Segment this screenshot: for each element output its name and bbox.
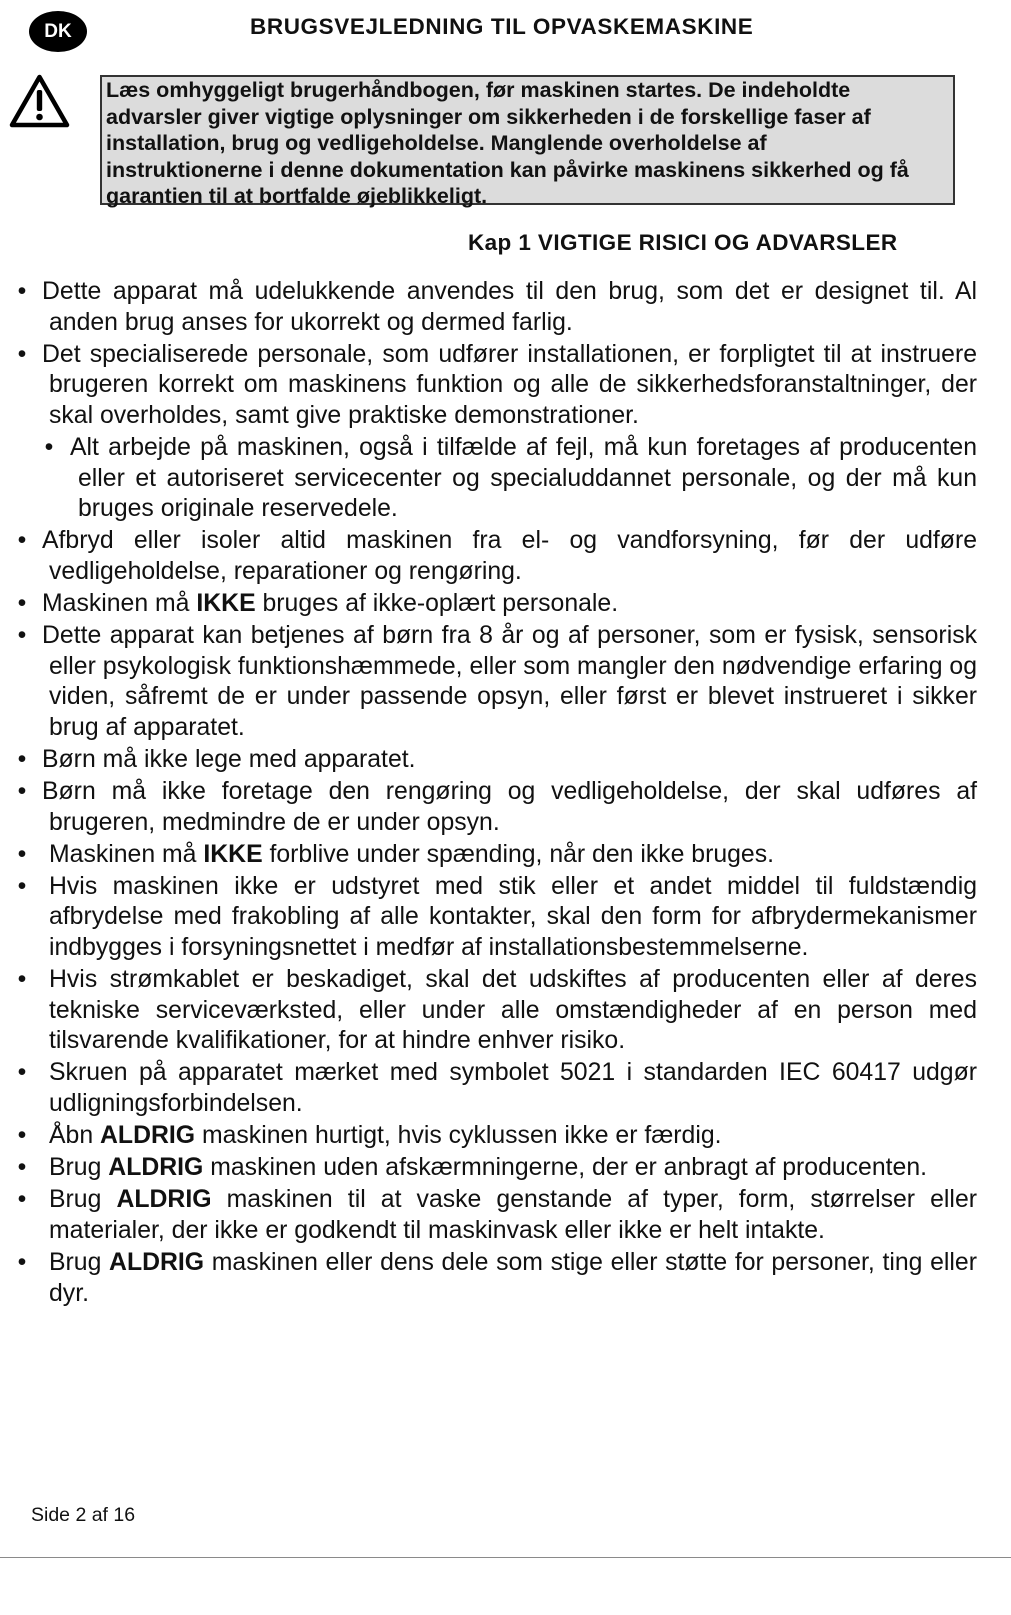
bullet: • <box>44 433 54 461</box>
warning-line: Læs omhyggeligt brugerhåndbogen, før maskinen startes. De indeholdte <box>106 78 851 102</box>
warning-line: garantien til at bortfalde øjeblikkeligt. <box>106 184 488 209</box>
item-text: Skruen på apparatet mærket med symbolet 5021 i standarden IEC 60417 udgør udligningsforbindelsen. <box>49 1059 977 1117</box>
item-text: Hvis maskinen ikke er udstyret med stik eller et andet middel til fuldstændig afbrydelse med frakobling af alle kontakter, skal den form for afbrydermekanismer indbygges i forsyningsnettet i medfør af installationsbestemmelserne. <box>49 872 977 961</box>
bullet: • <box>17 622 27 650</box>
list-item <box>0 1185 1011 1246</box>
document-title: BRUGSVEJLEDNING TIL OPVASKEMASKINE <box>250 14 754 39</box>
item-text-emphasis: IKKE <box>196 589 256 617</box>
item-text-after: maskinen til at vaske genstande af typer, form, størrelser eller materialer, der ikke er godkendt til maskinvask eller ikke er helt intakte. <box>49 1186 977 1244</box>
list-item <box>0 621 1011 743</box>
item-text-after: maskinen eller dens dele som stige eller støtte for personer, ting eller dyr. <box>49 1248 977 1307</box>
safety-list <box>0 277 1011 1311</box>
item-text-before: Brug <box>49 1248 110 1276</box>
item-text: Det specialiserede personale, som udfører installationen, er forpligtet til at instruere brugeren korrekt om maskinens funktion og alle de sikkerhedsforanstaltninger, der skal overholdes, samt give praktiske demonstrationer. <box>42 340 977 429</box>
bullet: • <box>17 1059 27 1087</box>
item-text: Børn må ikke foretage den rengøring og vedligeholdelse, der skal udføres af brugeren, medmindre de er under opsyn. <box>42 778 977 836</box>
list-item <box>0 777 1011 838</box>
bullet: • <box>17 966 27 994</box>
language-badge: DK <box>29 11 87 52</box>
list-item <box>0 589 1011 620</box>
bullet: • <box>17 840 27 868</box>
chapter-heading: Kap 1 VIGTIGE RISICI OG ADVARSLER <box>468 230 898 255</box>
list-item <box>0 340 1011 432</box>
item-text-after: forblive under spænding, når den ikke bruges. <box>262 840 775 868</box>
list-item <box>0 1058 1011 1119</box>
bullet: • <box>17 1122 27 1150</box>
warning-triangle-icon <box>9 74 70 128</box>
item-text-before: Maskinen må <box>49 840 204 868</box>
bullet: • <box>17 589 27 617</box>
item-text-emphasis: ALDRIG <box>116 1186 212 1214</box>
list-item <box>0 1153 1011 1184</box>
list-item <box>0 1121 1011 1152</box>
item-text-emphasis: IKKE <box>203 840 263 868</box>
bullet: • <box>17 1154 27 1182</box>
bullet: • <box>17 872 27 900</box>
bullet: • <box>17 340 27 368</box>
item-text: Dette apparat må udelukkende anvendes til den brug, som det er designet til. Al anden brug anses for ukorrekt og dermed farlig. <box>42 278 977 336</box>
list-item <box>0 526 1011 587</box>
bullet: • <box>17 527 27 555</box>
list-item <box>0 277 1011 338</box>
warning-line: advarsler giver vigtige oplysninger om sikkerheden i de forskellige faser af <box>106 104 871 129</box>
item-text: Børn må ikke lege med apparatet. <box>42 745 416 773</box>
warning-line: instruktionerne i denne dokumentation kan påvirke maskinens sikkerhed og få <box>106 157 909 182</box>
list-item-nested <box>0 433 1011 525</box>
list-item <box>0 965 1011 1057</box>
bullet: • <box>17 745 27 773</box>
item-text: Afbryd eller isoler altid maskinen fra el- og vandforsyning, før der udføre vedligeholdelse, reparationer og rengøring. <box>42 527 977 585</box>
item-text-before: Brug <box>49 1154 109 1182</box>
item-text-after: maskinen uden afskærmningerne, der er anbragt af producenten. <box>203 1154 928 1182</box>
list-item <box>0 872 1011 964</box>
list-item <box>0 840 1011 871</box>
bullet: • <box>17 778 27 805</box>
item-text-after: bruges af ikke-oplært personale. <box>255 589 619 617</box>
item-text-after: maskinen hurtigt, hvis cyklussen ikke er færdig. <box>195 1122 722 1150</box>
bullet: • <box>17 1248 27 1276</box>
item-text-emphasis: ALDRIG <box>108 1154 204 1182</box>
warning-notice-box <box>100 75 955 209</box>
item-text-before: Åbn <box>49 1122 101 1150</box>
list-item <box>0 1248 1011 1309</box>
item-text-before: Brug <box>49 1186 117 1214</box>
item-text-emphasis: ALDRIG <box>109 1248 205 1276</box>
item-text-emphasis: ALDRIG <box>100 1122 196 1150</box>
item-text: Hvis strømkablet er beskadiget, skal det udskiftes af producenten eller af deres tekniske serviceværksted, eller under alle omstændigheder af en person med tilsvarende kvalifikationer, for at hindre enhver risiko. <box>49 966 977 1055</box>
list-item <box>0 745 1011 776</box>
page-number: Side 2 af 16 <box>31 1504 136 1526</box>
item-text: Dette apparat kan betjenes af børn fra 8 år og af personer, som er fysisk, sensorisk eller psykologisk funktionshæmmede, eller som mangler den nødvendige erfaring og viden, såfremt de er under passende opsyn, eller først er blevet instrueret i sikker brug af apparatet. <box>42 622 977 741</box>
bullet: • <box>17 1186 27 1214</box>
item-text: Alt arbejde på maskinen, også i tilfælde af fejl, må kun foretages af producenten eller et autoriseret servicecenter og specialuddannet personale, og der må kun bruges originale reservedele. <box>70 433 977 523</box>
bullet: • <box>17 278 27 305</box>
footer-divider <box>0 1557 1011 1558</box>
warning-line: installation, brug og vedligeholdelse. Manglende overholdelse af <box>106 131 767 156</box>
item-text-before: Maskinen må <box>42 589 197 617</box>
